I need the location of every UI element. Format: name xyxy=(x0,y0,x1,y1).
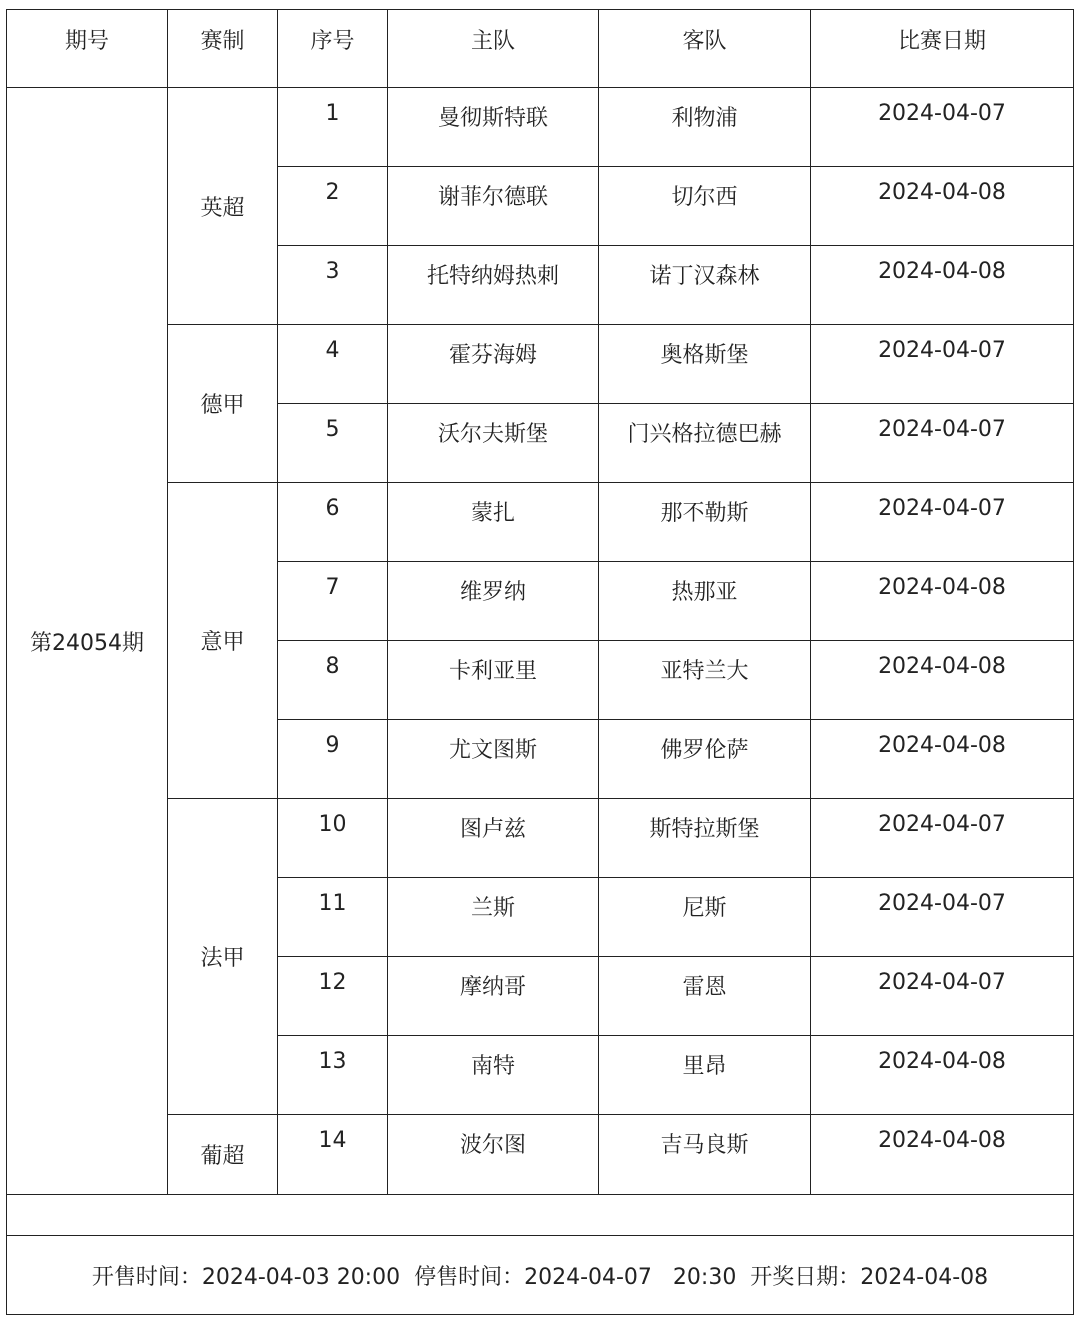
match-number: 11 xyxy=(278,878,388,957)
league-cell: 德甲 xyxy=(168,325,278,483)
away-team: 尼斯 xyxy=(599,878,811,957)
match-row xyxy=(7,88,1074,167)
match-row xyxy=(7,325,1074,404)
away-team: 奥格斯堡 xyxy=(599,325,811,404)
match-row xyxy=(7,1115,1074,1195)
sale-info-text: 开售时间：2024-04-03 20:00 停售时间：2024-04-07 20:30 开奖日期：2024-04-08 xyxy=(91,1264,989,1290)
header-home-team: 主队 xyxy=(388,10,599,88)
match-row xyxy=(7,799,1074,878)
home-team: 托特纳姆热刺 xyxy=(388,246,599,325)
match-number: 12 xyxy=(278,957,388,1036)
footer-row xyxy=(7,1236,1074,1315)
header-match-date: 比赛日期 xyxy=(811,10,1074,88)
match-date: 2024-04-07 xyxy=(811,957,1074,1036)
league-cell: 英超 xyxy=(168,88,278,325)
home-team: 摩纳哥 xyxy=(388,957,599,1036)
match-row xyxy=(7,483,1074,562)
league-cell: 葡超 xyxy=(168,1115,278,1195)
match-number: 4 xyxy=(278,325,388,404)
away-team: 那不勒斯 xyxy=(599,483,811,562)
away-team: 切尔西 xyxy=(599,167,811,246)
home-team: 霍芬海姆 xyxy=(388,325,599,404)
header-issue: 期号 xyxy=(7,10,168,88)
match-date: 2024-04-08 xyxy=(811,641,1074,720)
home-team: 卡利亚里 xyxy=(388,641,599,720)
home-team: 蒙扎 xyxy=(388,483,599,562)
match-number: 14 xyxy=(278,1115,388,1195)
match-number: 2 xyxy=(278,167,388,246)
home-team: 谢菲尔德联 xyxy=(388,167,599,246)
away-team: 雷恩 xyxy=(599,957,811,1036)
blank-row xyxy=(7,1195,1074,1236)
fixtures-table xyxy=(6,9,1074,1315)
away-team: 门兴格拉德巴赫 xyxy=(599,404,811,483)
league-cell: 法甲 xyxy=(168,799,278,1115)
match-date: 2024-04-08 xyxy=(811,720,1074,799)
sale-info xyxy=(7,1236,1074,1315)
match-number: 13 xyxy=(278,1036,388,1115)
home-team: 兰斯 xyxy=(388,878,599,957)
home-team: 曼彻斯特联 xyxy=(388,88,599,167)
match-number: 6 xyxy=(278,483,388,562)
header-league: 赛制 xyxy=(168,10,278,88)
header-row xyxy=(7,10,1074,88)
match-date: 2024-04-07 xyxy=(811,88,1074,167)
match-date: 2024-04-07 xyxy=(811,404,1074,483)
match-number: 7 xyxy=(278,562,388,641)
away-team: 里昂 xyxy=(599,1036,811,1115)
away-team: 吉马良斯 xyxy=(599,1115,811,1195)
match-date: 2024-04-07 xyxy=(811,799,1074,878)
issue-cell: 第24054期 xyxy=(7,88,168,1195)
home-team: 波尔图 xyxy=(388,1115,599,1195)
match-date: 2024-04-08 xyxy=(811,562,1074,641)
away-team: 斯特拉斯堡 xyxy=(599,799,811,878)
away-team: 热那亚 xyxy=(599,562,811,641)
match-date: 2024-04-07 xyxy=(811,325,1074,404)
away-team: 佛罗伦萨 xyxy=(599,720,811,799)
home-team: 南特 xyxy=(388,1036,599,1115)
match-date: 2024-04-08 xyxy=(811,246,1074,325)
match-date: 2024-04-07 xyxy=(811,878,1074,957)
blank-cell xyxy=(7,1195,1074,1236)
header-away-team: 客队 xyxy=(599,10,811,88)
header-number: 序号 xyxy=(278,10,388,88)
away-team: 亚特兰大 xyxy=(599,641,811,720)
match-number: 10 xyxy=(278,799,388,878)
home-team: 图卢兹 xyxy=(388,799,599,878)
home-team: 沃尔夫斯堡 xyxy=(388,404,599,483)
league-cell: 意甲 xyxy=(168,483,278,799)
away-team: 诺丁汉森林 xyxy=(599,246,811,325)
match-number: 8 xyxy=(278,641,388,720)
match-number: 5 xyxy=(278,404,388,483)
match-date: 2024-04-08 xyxy=(811,1115,1074,1195)
match-number: 9 xyxy=(278,720,388,799)
away-team: 利物浦 xyxy=(599,88,811,167)
match-list xyxy=(7,88,1074,1195)
home-team: 维罗纳 xyxy=(388,562,599,641)
match-date: 2024-04-08 xyxy=(811,1036,1074,1115)
match-date: 2024-04-08 xyxy=(811,167,1074,246)
home-team: 尤文图斯 xyxy=(388,720,599,799)
match-date: 2024-04-07 xyxy=(811,483,1074,562)
match-number: 1 xyxy=(278,88,388,167)
match-number: 3 xyxy=(278,246,388,325)
